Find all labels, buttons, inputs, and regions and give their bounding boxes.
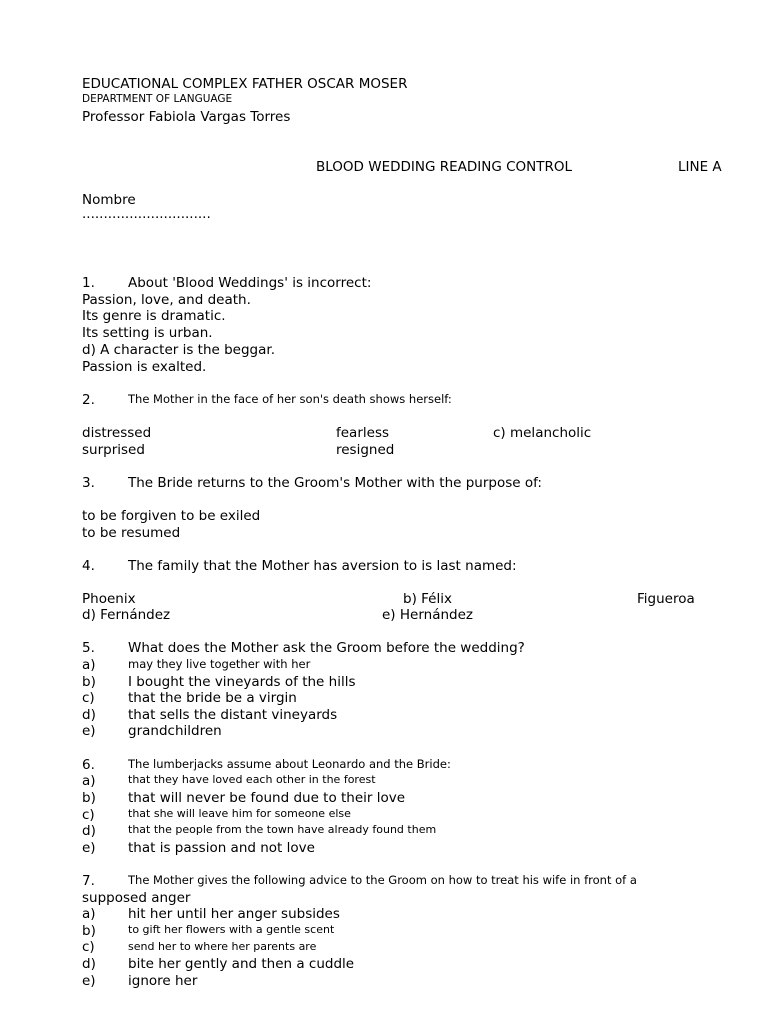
q5-letter: c) (82, 690, 95, 706)
q2-option: c) melancholic (493, 425, 592, 441)
q5-option: I bought the vineyards of the hills (128, 674, 356, 690)
q1-option: Passion is exalted. (82, 359, 207, 375)
q3-option: to be resumed (82, 525, 181, 541)
q7-text: The Mother gives the following advice to the Groom on how to treat his wife in front of a (128, 873, 637, 887)
q1-option: Passion, love, and death. (82, 292, 251, 308)
q7-option: bite her gently and then a cuddle (128, 956, 355, 972)
q6-option: that they have loved each other in the forest (128, 773, 376, 786)
q6-letter: c) (82, 807, 95, 823)
q7-letter: d) (82, 956, 96, 972)
q2-option: surprised (82, 442, 145, 458)
department-name: DEPARTMENT OF LANGUAGE (82, 93, 233, 105)
q6-option: that the people from the town have already found them (128, 823, 437, 836)
q6-letter: b) (82, 790, 96, 806)
q7-text-continued: supposed anger (82, 890, 191, 906)
q1-option: Its genre is dramatic. (82, 308, 226, 324)
q7-option: send her to where her parents are (128, 940, 317, 953)
name-dots: .............................. (82, 206, 211, 222)
q7-letter: c) (82, 939, 95, 955)
q5-number: 5. (82, 640, 95, 656)
q4-text: The family that the Mother has aversion to is last named: (128, 558, 517, 574)
q4-option: e) Hernández (382, 607, 473, 623)
name-label: Nombre (82, 192, 136, 208)
q1-option: Its setting is urban. (82, 325, 213, 341)
q4-option: d) Fernández (82, 607, 171, 623)
q2-option: resigned (336, 442, 395, 458)
q5-letter: b) (82, 674, 96, 690)
q6-option: that she will leave him for someone else (128, 807, 351, 820)
q5-option: grandchildren (128, 723, 222, 739)
q6-letter: a) (82, 773, 96, 789)
q5-letter: d) (82, 707, 96, 723)
q7-letter: b) (82, 923, 96, 939)
q6-option: that will never be found due to their love (128, 790, 406, 806)
q2-option: distressed (82, 425, 152, 441)
q5-letter: e) (82, 723, 96, 739)
q7-option: to gift her flowers with a gentle scent (128, 923, 335, 936)
q1-text: About 'Blood Weddings' is incorrect: (128, 275, 372, 291)
q5-option: that sells the distant vineyards (128, 707, 338, 723)
q1-number: 1. (82, 275, 95, 291)
q7-option: ignore her (128, 973, 198, 989)
q5-option: may they live together with her (128, 657, 311, 671)
q3-number: 3. (82, 475, 95, 491)
line-label: LINE A (678, 159, 722, 175)
q1-option: d) A character is the beggar. (82, 342, 276, 358)
q4-option: Figueroa (637, 591, 695, 607)
professor-name: Professor Fabiola Vargas Torres (82, 109, 291, 125)
q5-option: that the bride be a virgin (128, 690, 297, 706)
q7-letter: a) (82, 906, 96, 922)
q5-letter: a) (82, 657, 96, 673)
school-name: EDUCATIONAL COMPLEX FATHER OSCAR MOSER (82, 76, 408, 92)
q2-option: fearless (336, 425, 390, 441)
q4-option: Phoenix (82, 591, 136, 607)
q7-option: hit her until her anger subsides (128, 906, 340, 922)
q5-text: What does the Mother ask the Groom before the wedding? (128, 640, 525, 656)
q2-text: The Mother in the face of her son's death shows herself: (128, 392, 452, 406)
q4-option: b) Félix (403, 591, 452, 607)
q6-option: that is passion and not love (128, 840, 315, 856)
q6-letter: d) (82, 823, 96, 839)
document-title: BLOOD WEDDING READING CONTROL (316, 159, 573, 175)
q4-number: 4. (82, 558, 95, 574)
q3-text: The Bride returns to the Groom's Mother with the purpose of: (128, 475, 542, 491)
q6-number: 6. (82, 757, 95, 773)
q6-letter: e) (82, 840, 96, 856)
q7-letter: e) (82, 973, 96, 989)
q3-option: to be forgiven to be exiled (82, 508, 261, 524)
q2-number: 2. (82, 392, 95, 408)
q7-number: 7. (82, 873, 95, 889)
q6-text: The lumberjacks assume about Leonardo and the Bride: (128, 757, 451, 771)
